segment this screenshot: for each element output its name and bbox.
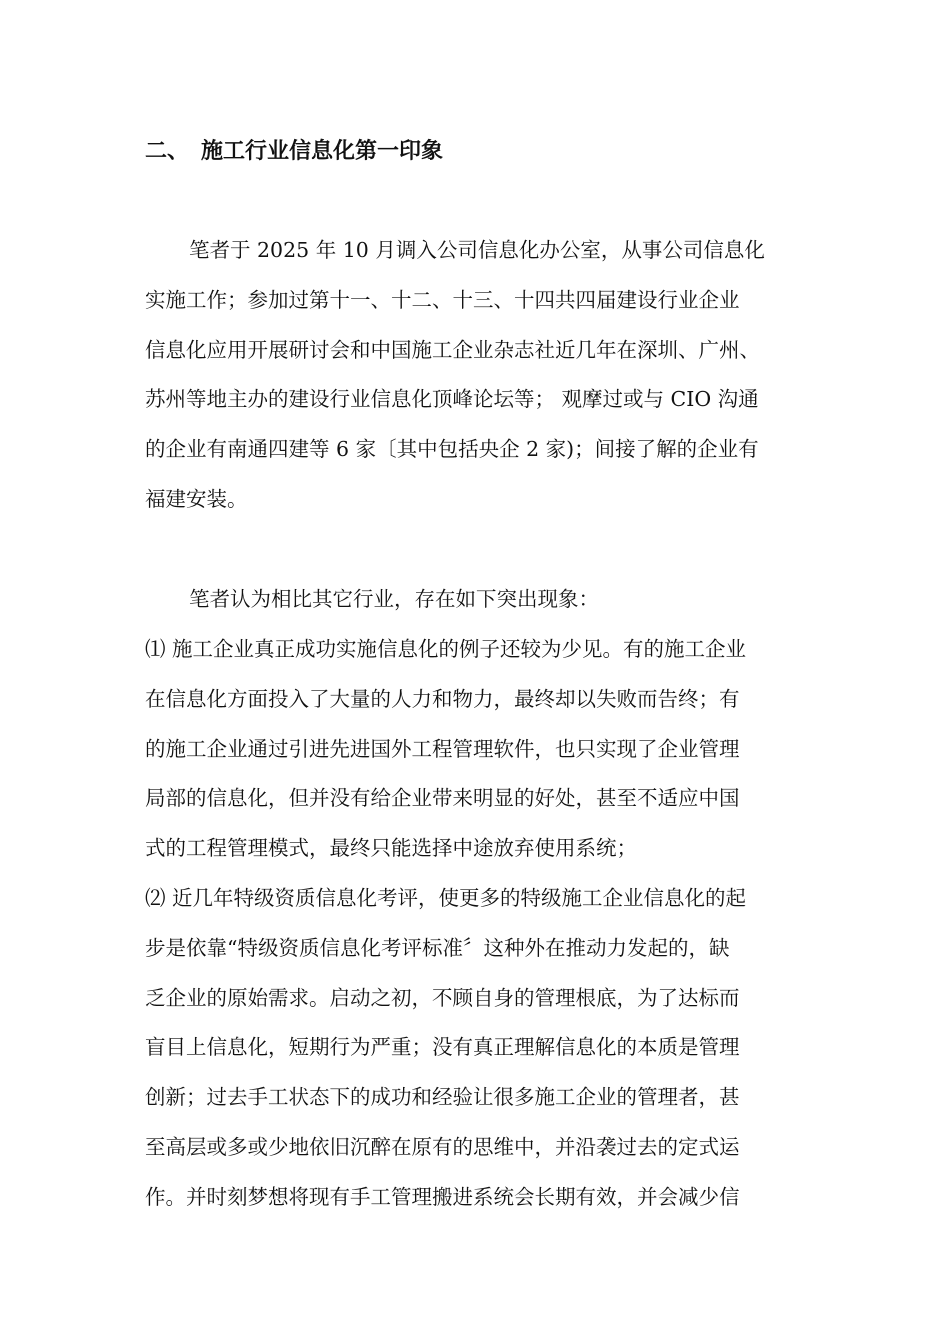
paragraph-line: 笔者认为相比其它行业，存在如下突出现象： — [189, 587, 599, 611]
paragraph-line: 福建安装。 — [145, 487, 248, 511]
list-item-line: 盲目上信息化，短期行为严重；没有真正理解信息化的本质是管理 — [145, 1035, 740, 1059]
section-title: 施工行业信息化第一印象 — [201, 139, 444, 164]
list-item-line: 创新；过去手工状态下的成功和经验让很多施工企业的管理者，甚 — [145, 1085, 740, 1109]
list-item-line: 乏企业的原始需求。启动之初，不顾自身的管理根底，为了达标而 — [145, 986, 740, 1010]
list-item-line: 步是依靠“特级资质信息化考评标准〞这种外在推动力发起的，缺 — [145, 936, 730, 960]
list-item-line: ⑴ 施工企业真正成功实施信息化的例子还较为少见。有的施工企业 — [145, 637, 747, 661]
list-item-line: 在信息化方面投入了大量的人力和物力，最终却以失败而告终；有 — [145, 687, 740, 711]
paragraph-line: 苏州等地主办的建设行业信息化顶峰论坛等； 观摩过或与 CIO 沟通 — [145, 387, 759, 411]
section-heading — [145, 137, 443, 167]
paragraph-line: 笔者于 2025 年 10 月调入公司信息化办公室，从事公司信息化 — [189, 238, 765, 262]
paragraph-line: 信息化应用开展研讨会和中国施工企业杂志社近几年在深圳、广州、 — [145, 338, 760, 362]
paragraph-line: 的企业有南通四建等 6 家〔其中包括央企 2 家)；间接了解的企业有 — [145, 437, 759, 461]
list-item-line: 式的工程管理模式，最终只能选择中途放弃使用系统； — [145, 836, 637, 860]
list-item-line: 作。并时刻梦想将现有手工管理搬进系统会长期有效，并会减少信 — [145, 1185, 740, 1209]
list-item-line: 的施工企业通过引进先进国外工程管理软件，也只实现了企业管理 — [145, 737, 740, 761]
list-item-line: 局部的信息化，但并没有给企业带来明显的好处，甚至不适应中国 — [145, 786, 740, 810]
section-number: 二、 — [145, 139, 190, 164]
list-item-line: ⑵ 近几年特级资质信息化考评，使更多的特级施工企业信息化的起 — [145, 886, 747, 910]
paragraph-line: 实施工作；参加过第十一、十二、十三、十四共四届建设行业企业 — [145, 288, 740, 312]
list-item-line: 至高层或多或少地依旧沉醉在原有的思维中，并沿袭过去的定式运 — [145, 1135, 740, 1159]
